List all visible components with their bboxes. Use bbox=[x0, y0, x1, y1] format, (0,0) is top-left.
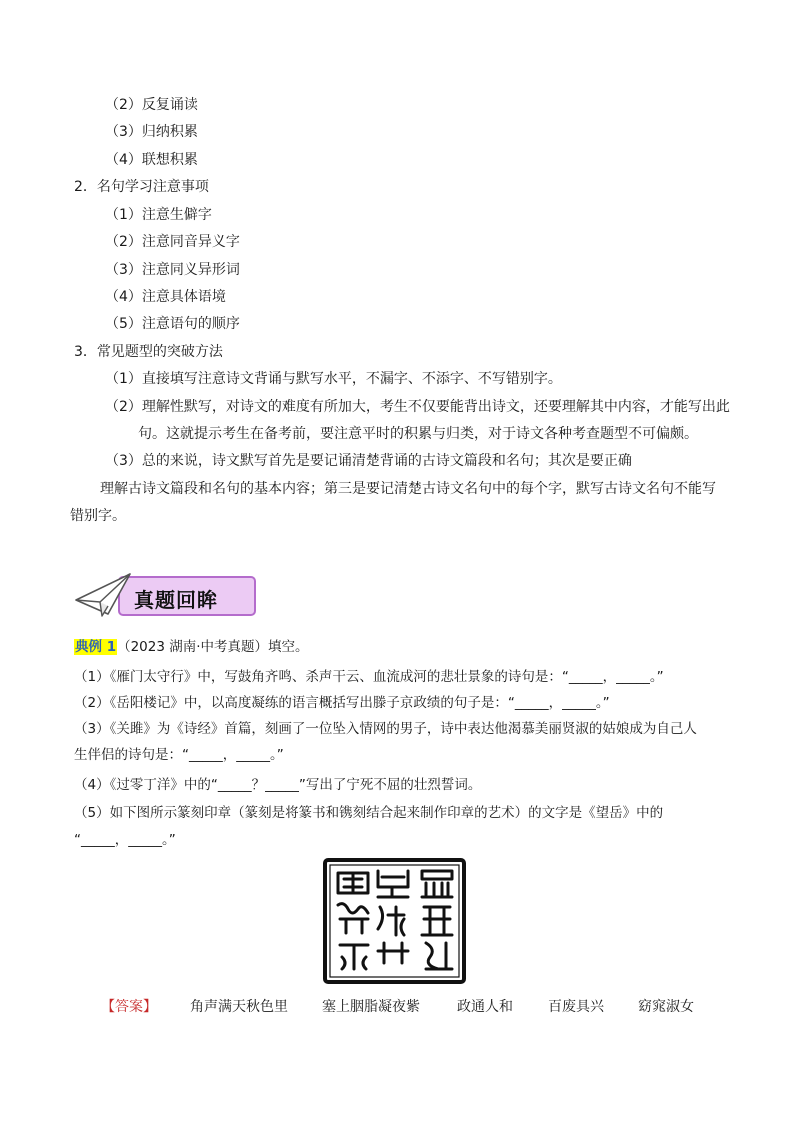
question-line: “_____，_____。” bbox=[74, 832, 176, 848]
paragraph-line: 句。这就提示考生在备考前，要注意平时的积累与归类，对于诗文各种考查题型不可偏颇。 bbox=[138, 426, 698, 442]
paper-plane-icon bbox=[74, 570, 136, 620]
question-line: （2）《岳阳楼记》中，以高度凝练的语言概括写出滕子京政绩的句子是：“_____，_____。” bbox=[74, 695, 610, 711]
example-source: （2023 湖南·中考真题）填空。 bbox=[117, 639, 309, 655]
question-line: （1）《雁门太守行》中，写鼓角齐鸣、杀声干云、血流成河的悲壮景象的诗句是：“_____，_____。” bbox=[74, 669, 664, 685]
section-heading: 2．名句学习注意事项 bbox=[74, 179, 209, 195]
question-line: 生伴侣的诗句是：“_____，_____。” bbox=[74, 747, 284, 763]
paragraph-line: （2）理解性默写，对诗文的难度有所加大，考生不仅要能背出诗文，还要理解其中内容，才能写出此 bbox=[105, 399, 730, 415]
answer-row bbox=[0, 996, 794, 1016]
seal-carving-image bbox=[322, 857, 467, 985]
example-tag: 典例 1 bbox=[75, 639, 117, 655]
question-line: （5）如下图所示篆刻印章（篆刻是将篆书和镌刻结合起来制作印章的艺术）的文字是《望岳》中的 bbox=[74, 805, 664, 821]
paragraph-line: （1）直接填写注意诗文背诵与默写水平，不漏字、不添字、不写错别字。 bbox=[105, 371, 562, 387]
list-item: （5）注意语句的顺序 bbox=[105, 316, 240, 332]
list-item: （2）注意同音异义字 bbox=[105, 234, 240, 250]
answer-value: 角声满天秋色里 bbox=[190, 999, 288, 1015]
example-intro bbox=[74, 638, 309, 656]
list-item: （4）联想积累 bbox=[105, 152, 198, 168]
banner-title: 真题回眸 bbox=[134, 588, 218, 612]
answer-value: 政通人和 bbox=[457, 999, 513, 1015]
question-line: （3）《关雎》为《诗经》首篇，刻画了一位坠入情网的男子，诗中表达他渴慕美丽贤淑的姑娘成为自己人 bbox=[74, 721, 697, 737]
paragraph-line: 理解古诗文篇段和名句的基本内容；第三是要记清楚古诗文名句中的每个字，默写古诗文名句不能写 bbox=[100, 481, 716, 497]
answer-label: 【答案】 bbox=[101, 999, 157, 1015]
answer-value: 窈窕淑女 bbox=[638, 999, 694, 1015]
answer-value: 塞上胭脂凝夜紫 bbox=[322, 999, 420, 1015]
list-item: （4）注意具体语境 bbox=[105, 289, 226, 305]
list-item: （2）反复诵读 bbox=[105, 97, 198, 113]
paragraph-line: 错别字。 bbox=[70, 508, 126, 524]
list-item: （3）归纳积累 bbox=[105, 124, 198, 140]
section-banner bbox=[74, 570, 258, 620]
list-item: （1）注意生僻字 bbox=[105, 207, 212, 223]
paragraph-line: （3）总的来说，诗文默写首先是要记诵清楚背诵的古诗文篇段和名句；其次是要正确 bbox=[105, 453, 632, 469]
section-heading: 3．常见题型的突破方法 bbox=[74, 344, 223, 360]
list-item: （3）注意同义异形词 bbox=[105, 262, 240, 278]
question-line: （4）《过零丁洋》中的“_____？_____”写出了宁死不屈的壮烈誓词。 bbox=[74, 777, 482, 793]
answer-value: 百废具兴 bbox=[548, 999, 604, 1015]
